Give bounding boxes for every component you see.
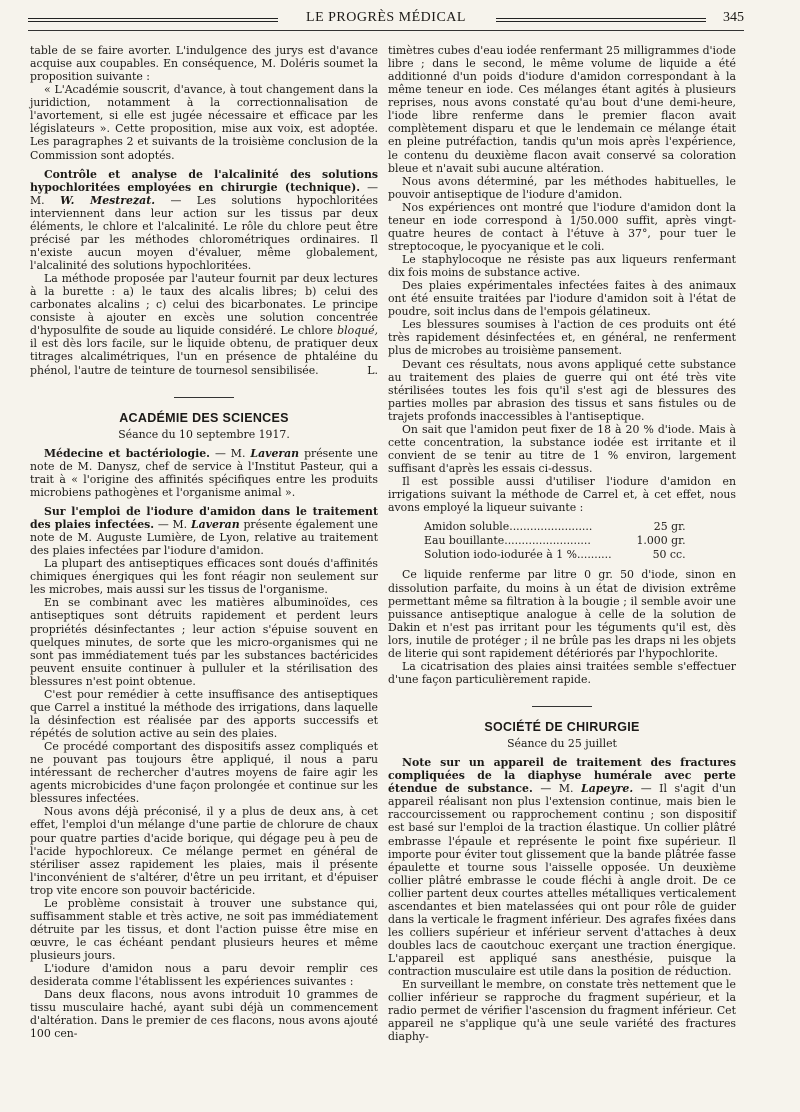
paragraph: Nous avons déjà préconisé, il y a plus de deux ans, à cet effet, l'emploi d'un mélange d'une partie de chlorure de chaux pour quatre parties d'acide borique, qui dégage peu à peu de l'acide hypochloreux. Ce mélange permet en général de stériliser assez rapidement les plaies, mais il présente l'inconvénient de s'altérer, d'être un peu irritant, et d'épuiser trop vite encore son pouvoir bactéricide. [30,805,378,897]
paragraph: Des plaies expérimentales infectées faites à des animaux ont été ensuite traitées par l'iodure d'amidon soit à l'état de poudre, soit inclus dans de l'empois gélatineux. [388,279,736,319]
author-prefix: — M. [214,446,246,460]
paragraph: Le problème consistait à trouver une substance qui, suffisamment stable et très active, ne soit pas immédiatement détruite par les tissus, et dont l'action puisse être mise en œuvre, le cas échéant pendant plusieurs heures et même plusieurs jours. [30,896,378,963]
iodure-title: Sur l'emploi de l'iodure d'amidon dans le traitement des plaies infectées. [30,504,378,531]
paragraph: En se combinant avec les matières albuminoïdes, ces antiseptiques sont détruits rapidement et perdent leurs propriétés désinfectantes ; leur action s'épuise souvent en quelques minutes, de sorte que les micro-organismes qui ne sont pas immédiatement tués par les substances bactéricides peuvent ensuite continuer à pulluler et la stérilisation des blessures n'est point obtenue. [30,596,378,688]
societe-seance: Séance du 25 juillet [507,737,617,751]
paragraph: Devant ces résultats, nous avons appliqué cette substance au traitement des plaies de guerre qui ont été très vite stérilisées toutes les fois qu'il s'est agi de blessures des parties molles par abrasion des tissus et sans fistules ou de trajets profonds inaccessibles à l'antiseptique. [388,357,736,423]
iodure-paragraph [30,505,378,557]
page-number: 345 [723,10,744,25]
iodure-author: Laveran [190,518,240,531]
recipe-table [424,520,686,562]
paragraph: On sait que l'amidon peut fixer de 18 à 20 % d'iode. Mais à cette concentration, la substance iodée est irritante et il convient de se tenir au titre de 1 % environ, largement suffisant d'après les essais ci-dessus. [388,422,736,475]
controle-author: W. Mestrezat. [60,193,156,207]
author-prefix: — M. [540,782,574,796]
paragraph: Il est possible aussi d'utiliser l'iodure d'amidon en irrigations suivant la méthode de Carrel et, à cet effet, nous avons employé la liqueur suivante : [388,475,736,515]
paragraph: Ce liquide renferme par litre 0 gr. 50 d'iode, sinon en dissolution parfaite, du moins à un état de division extrême permettant même sa filtration à la bougie ; il semble avoir une puissance antiseptique analogue à celle de la solution de Dakin et n'est pas irritant pour les téguments qu'il est, dès lors, inutile de protéger ; il ne brûle pas les draps ni les objets de literie qui sont rapidement détériorés par l'hypochlorite. [388,568,736,660]
recipe-amount: 1.000 gr. [636,534,686,548]
societe-heading: SOCIÉTÉ DE CHIRURGIE [484,720,640,734]
paragraph: La cicatrisation des plaies ainsi traitées semble s'effectuer d'une façon particulièrement rapide. [388,659,736,686]
medecine-body: présente une note de M. Danysz, chef de service à l'Institut Pasteur, qui a trait à « l'origine des affinités spécifiques entre les produits microbiens pathogènes et l'organisme animal ». [30,446,378,499]
methode-paragraph [30,272,378,377]
paragraph: Nous avons déterminé, par les méthodes habituelles, le pouvoir antiseptique de l'iodure d'amidon. [388,174,736,201]
academie-heading: ACADÉMIE DES SCIENCES [119,410,289,425]
author-prefix: — M. [30,180,378,207]
paragraph: table de se faire avorter. L'indulgence des jurys est d'avance acquise aux coupables. En conséquence, M. Doléris soumet la proposition suivante : [30,44,378,84]
recipe-ingredient: Amidon soluble........................ [424,520,593,534]
methode-italic: bloqué, [337,324,379,338]
author-initial: L. [367,363,378,377]
recipe-ingredient: Solution iodo-iodurée à 1 %.......... [424,548,612,562]
iodure-body: présente également une note de M. Auguste Lumière, de Lyon, relative au traitement des plaies infectées par l'iodure d'amidon. [30,518,378,558]
academie-seance: Séance du 10 septembre 1917. [118,427,290,441]
paragraph: « L'Académie souscrit, d'avance, à tout changement dans la juridiction, notamment à la correctionnalisation de l'avortement, si elle est jugée nécessaire et efficace par les législateurs ». Cette proposition, mise aux voix, est adoptée. Les paragraphes 2 et suivants de la troisième conclusion de la Commission sont adoptés. [30,83,378,162]
controle-title: Contrôle et analyse de l'alcalinité des solutions hypochloritées employées en chirurgie (technique). [30,167,378,194]
note-body: — Il s'agit d'un appareil réalisant non plus l'extension continue, mais bien le raccourcissement ou rapprochement continu ; son dispositif est basé sur l'emploi de la traction élastique. Un collier plâtré embrasse l'épaule et représente le point fixe supérieur. Il importe pour éviter tout glissement que la bande plâtrée fasse épaulette et tourne sous l'aisselle opposée. Un deuxième collier plâtré embrasse le coude fléchi à angle droit. De ce collier partent deux courtes attelles métalliques verticalement ascendantes et bien matelassées qui ont pour rôle de guider dans la verticale le fragment inférieur. Des agrafes fixées dans les colliers supérieur et inférieur servent d'attaches à deux doubles lacs de caoutchouc exerçant une traction énergique. L'appareil est appliqué sans anesthésie, puisque la contraction musculaire est utile dans la position de réduction. [388,782,737,979]
paragraph: C'est pour remédier à cette insuffisance des antiseptiques que Carrel a institué la méthode des irrigations, dans laquelle la désinfection est réalisée par des apports successifs et répétés de solution active au sein des plaies. [30,687,378,740]
recipe-amount: 25 gr. [653,520,686,534]
medecine-paragraph [30,447,378,499]
note-author: Lapeyre. [581,782,634,796]
recipe-row [424,534,686,548]
paragraph: timètres cubes d'eau iodée renfermant 25 milligrammes d'iode libre ; dans le second, le même volume de liquide a été additionné d'un poids d'iodure d'amidon correspondant à la même teneur en iode. Ces mélanges étant agités à plusieurs reprises, nous avons constaté qu'au bout d'une demi-heure, l'iode libre renferme dans le premier flacon avait complètement disparu et que le lendemain ce mélange était en pleine putréfaction, tandis qu'un mois après l'expérience, le contenu du deuxième flacon avait conservé sa coloration bleue et n'avait subi aucune altération. [388,44,736,175]
recipe-amount: 50 cc. [652,548,686,562]
controle-body: — Les solutions hypochloritées interviennent dans leur action sur les tissus par deux éléments, le chlore et l'alcalinité. Le rôle du chlore peut être précisé par les méthodes chlorométriques ordinaires. Il n'existe aucun moyen d'évaluer, même globalement, l'alcalinité des solutions hypochloritées. [30,193,378,272]
recipe-row [424,548,686,562]
medecine-author: Laveran [250,446,300,460]
paragraph: Nos expériences ont montré que l'iodure d'amidon dont la teneur en iode correspond à 1/50.000 suffit, après vingt-quatre heures de contact à l'étuve à 37°, pour tuer le streptocoque, le pyocyanique et le coli. [388,200,736,253]
note-paragraph [388,756,736,978]
paragraph: En surveillant le membre, on constate très nettement que le collier inférieur se rapproche du fragment supérieur, et la radio permet de vérifier l'ascension du fragment inférieur. Cet appareil ne s'applique qu'à une seule variété des fractures diaphy- [388,978,736,1044]
paragraph: Ce procédé comportant des dispositifs assez compliqués et ne pouvant pas toujours être appliqué, il nous a paru intéressant de rechercher d'autres moyens de faire agir les agents microbicides d'une façon prolongée et continue sur les blessures infectées. [30,740,378,806]
running-title: LE PROGRÈS MÉDICAL [306,10,466,25]
section-separator [174,397,234,398]
header-rule-right [496,18,706,22]
section-separator [532,706,592,707]
header-underline [28,30,744,31]
recipe-row [424,520,686,534]
medecine-title: Médecine et bactériologie. [44,446,210,460]
paragraph: L'iodure d'amidon nous a paru devoir remplir ces desiderata comme l'établissent les expériences suivantes : [30,962,378,989]
running-header [28,8,744,30]
paragraph: Le staphylocoque ne résiste pas aux liqueurs renfermant dix fois moins de substance active. [388,253,736,280]
paragraph: Les blessures soumises à l'action de ces produits ont été très rapidement désinfectées et, en général, ne renferment plus de microbes au troisième pansement. [388,318,736,358]
controle-paragraph [30,168,378,273]
methode-text-end: il est dès lors facile, sur le liquide obtenu, de pratiquer deux titrages alcalimétriques, l'un en présence de phtaléine du phénol, l'autre de teinture de tournesol sensibilisée. [30,337,378,377]
author-prefix: — M. [157,518,188,531]
right-column [388,44,736,1044]
paragraph: Dans deux flacons, nous avons introduit 10 grammes de tissu musculaire haché, ayant subi déjà un commencement d'altération. Dans le premier de ces flacons, nous avons ajouté 100 cen- [30,988,378,1041]
methode-text: La méthode proposée par l'auteur fournit par deux lectures à la burette : a) le taux des alcalis libres; b) celui des carbonates alcalins ; c) celui des bicarbonates. Le principe consiste à ajouter en excès une solution concentrée d'hyposulfite de soude au liquide considéré. Le chlore [30,272,378,338]
left-column [30,44,378,1041]
paragraph: La plupart des antiseptiques efficaces sont doués d'affinités chimiques énergiques qui les font réagir non seulement sur les microbes, mais aussi sur les tissus de l'organisme. [30,557,378,597]
note-title: Note sur un appareil de traitement des fractures compliquées de la diaphyse humérale avec perte étendue de substance. [388,756,736,796]
recipe-ingredient: Eau bouillante......................... [424,534,591,548]
